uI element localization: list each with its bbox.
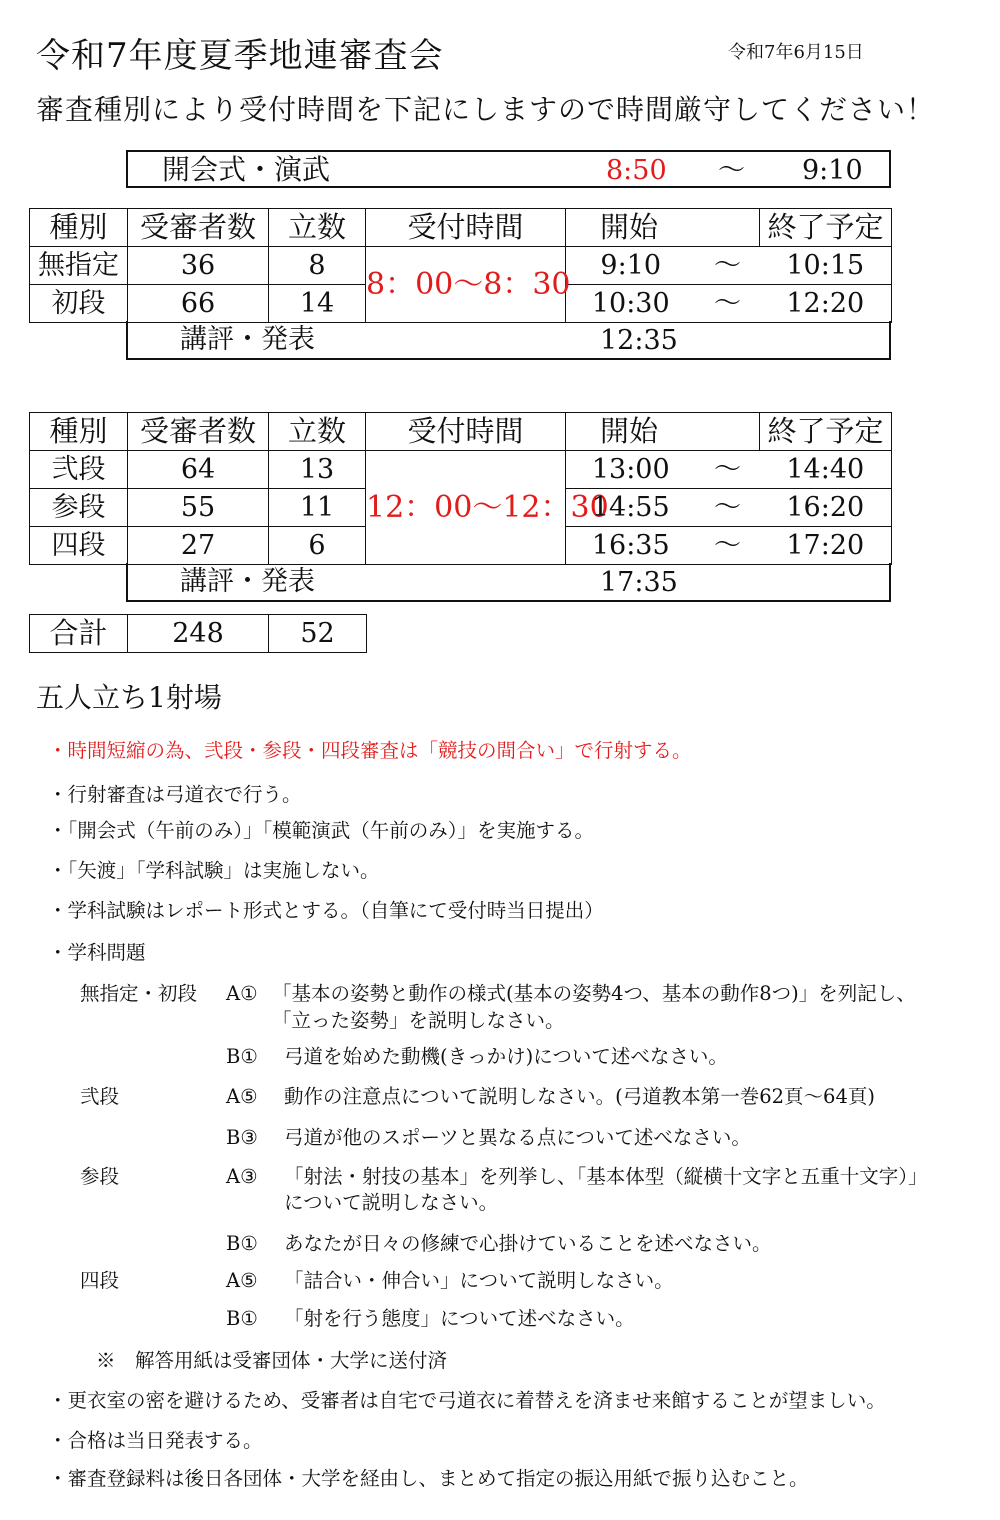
question-code: A⑤ — [226, 1085, 258, 1108]
tachi-cell: 8 — [269, 247, 366, 285]
header-end: 終了予定 — [760, 413, 892, 451]
morning-schedule-table — [29, 208, 892, 323]
page-title: 令和7年度夏季地連審査会 — [36, 36, 444, 76]
start-cell: 10:30 — [566, 285, 696, 323]
header-start: 開始 — [566, 209, 760, 247]
total-tachi: 52 — [269, 615, 367, 653]
table-header-row — [30, 413, 892, 451]
document-date: 令和7年6月15日 — [728, 42, 864, 63]
opening-label: 開会式・演武 — [162, 153, 331, 186]
total-table — [29, 614, 367, 653]
header-count: 受審者数 — [128, 209, 269, 247]
question-text: 「詰合い・伸合い」について説明しなさい。 — [284, 1269, 674, 1292]
question-code: A③ — [226, 1165, 258, 1188]
sep-cell: ～ — [696, 285, 760, 323]
morning-review-label: 講評・発表 — [180, 324, 315, 355]
header-end: 終了予定 — [760, 209, 892, 247]
note-item: ・「矢渡」「学科試験」は実施しない。 — [48, 859, 380, 882]
note-item: ・時間短縮の為、弐段・参段・四段審査は「競技の間合い」で行射する。 — [48, 739, 692, 762]
total-count: 248 — [128, 615, 269, 653]
end-cell: 12:20 — [760, 285, 892, 323]
question-code: B① — [226, 1232, 258, 1255]
morning-review-box — [126, 321, 891, 360]
footer-note: ・合格は当日発表する。 — [48, 1429, 263, 1452]
table-row — [30, 615, 367, 653]
sep-cell: ～ — [696, 451, 760, 489]
table-row — [30, 451, 892, 489]
question-text: 「立った姿勢」を説明しなさい。 — [272, 1009, 565, 1032]
grade-cell: 無指定 — [30, 247, 128, 285]
afternoon-review-time: 17:35 — [600, 567, 678, 598]
header-grade: 種別 — [30, 209, 128, 247]
grade-cell: 初段 — [30, 285, 128, 323]
end-cell: 16:20 — [760, 489, 892, 527]
header-tachi: 立数 — [269, 413, 366, 451]
count-cell: 55 — [128, 489, 269, 527]
question-text: 弓道が他のスポーツと異なる点について述べなさい。 — [284, 1126, 751, 1149]
end-cell: 14:40 — [760, 451, 892, 489]
grade-cell: 参段 — [30, 489, 128, 527]
table-header-row — [30, 209, 892, 247]
start-cell: 16:35 — [566, 527, 696, 565]
note-item: ・学科問題 — [48, 941, 146, 964]
opening-start: 8:50 — [606, 155, 667, 186]
tachi-cell: 13 — [269, 451, 366, 489]
table-row — [30, 247, 892, 285]
note-item: ・「開会式（午前のみ）」「模範演武（午前のみ）」を実施する。 — [48, 819, 595, 842]
question-code: A⑤ — [226, 1269, 258, 1292]
question-grade-label: 弐段 — [80, 1085, 120, 1108]
morning-reception-time: 8：00～8：30 — [366, 247, 566, 323]
afternoon-schedule-table — [29, 412, 892, 565]
afternoon-review-label: 講評・発表 — [180, 566, 315, 597]
opening-box — [126, 150, 891, 188]
opening-end: 9:10 — [802, 155, 863, 186]
header-reception: 受付時間 — [366, 413, 566, 451]
question-text: について説明しなさい。 — [284, 1191, 499, 1214]
footer-note: ・更衣室の密を避けるため、受審者は自宅で弓道衣に着替えを済ませ来館することが望ましい。 — [48, 1389, 886, 1412]
tachi-cell: 14 — [269, 285, 366, 323]
header-tachi: 立数 — [269, 209, 366, 247]
question-text: 弓道を始めた動機(きっかけ)について述べなさい。 — [284, 1045, 728, 1068]
count-cell: 64 — [128, 451, 269, 489]
question-code: B③ — [226, 1126, 258, 1149]
header-start: 開始 — [566, 413, 760, 451]
end-cell: 10:15 — [760, 247, 892, 285]
opening-sep: ～ — [718, 155, 745, 186]
grade-cell: 四段 — [30, 527, 128, 565]
answer-sheet-note: ※ 解答用紙は受審団体・大学に送付済 — [96, 1349, 448, 1372]
question-grade-label: 参段 — [80, 1165, 120, 1188]
afternoon-reception-time: 12：00～12：30 — [366, 451, 566, 565]
tachi-cell: 11 — [269, 489, 366, 527]
start-cell: 9:10 — [566, 247, 696, 285]
afternoon-review-box — [126, 563, 891, 602]
footer-note: ・審査登録料は後日各団体・大学を経由し、まとめて指定の振込用紙で振り込むこと。 — [48, 1467, 809, 1490]
header-count: 受審者数 — [128, 413, 269, 451]
start-cell: 13:00 — [566, 451, 696, 489]
end-cell: 17:20 — [760, 527, 892, 565]
note-item: ・学科試験はレポート形式とする。（自筆にて受付時当日提出） — [48, 899, 604, 922]
question-text: あなたが日々の修練で心掛けていることを述べなさい。 — [284, 1232, 772, 1255]
section-title: 五人立ち1射場 — [36, 681, 222, 714]
question-text: 動作の注意点について説明しなさい。(弓道教本第一巻62頁～64頁) — [284, 1085, 875, 1108]
header-reception: 受付時間 — [366, 209, 566, 247]
morning-review-time: 12:35 — [600, 325, 678, 356]
question-code: A① — [226, 982, 258, 1005]
count-cell: 66 — [128, 285, 269, 323]
question-text: 「基本の姿勢と動作の様式(基本の姿勢4つ、基本の動作8つ)」を列記し、 — [272, 982, 916, 1005]
question-grade-label: 四段 — [80, 1269, 120, 1292]
note-item: ・行射審査は弓道衣で行う。 — [48, 783, 302, 806]
total-label: 合計 — [30, 615, 128, 653]
question-text: 「射を行う態度」について述べなさい。 — [284, 1307, 635, 1330]
count-cell: 27 — [128, 527, 269, 565]
tachi-cell: 6 — [269, 527, 366, 565]
sep-cell: ～ — [696, 489, 760, 527]
question-code: B① — [226, 1307, 258, 1330]
page-subtitle: 審査種別により受付時間を下記にしますので時間厳守してください！ — [36, 93, 936, 126]
grade-cell: 弐段 — [30, 451, 128, 489]
question-text: 「射法・射技の基本」を列挙し、「基本体型（縦横十文字と五重十文字）」 — [284, 1165, 928, 1188]
sep-cell: ～ — [696, 247, 760, 285]
count-cell: 36 — [128, 247, 269, 285]
start-cell: 14:55 — [566, 489, 696, 527]
question-grade-label: 無指定・初段 — [80, 982, 198, 1005]
question-code: B① — [226, 1045, 258, 1068]
sep-cell: ～ — [696, 527, 760, 565]
header-grade: 種別 — [30, 413, 128, 451]
